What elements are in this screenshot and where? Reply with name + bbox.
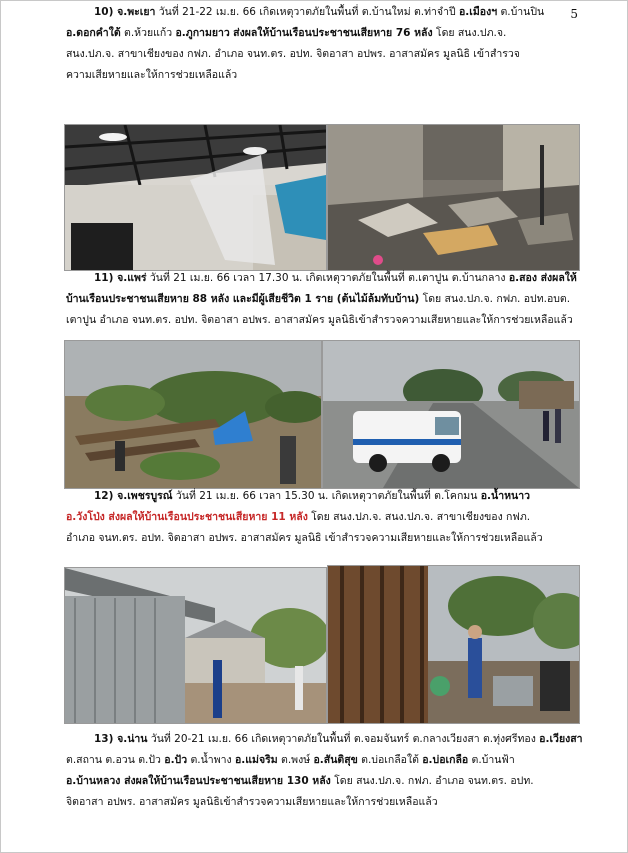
bold-text: อ.น้ำหนาว (480, 490, 531, 502)
body-text: ความเสียหายและให้การช่วยเหลือแล้ว (66, 69, 238, 81)
text-line (66, 771, 586, 792)
body-text: วันที่ 21 เม.ย. 66 เวลา 17.30 น. เกิดเหตุวาตภัยในพื้นที่ ต.เตาปูน ต.บ้านกลาง (146, 272, 509, 284)
ambulance-road-photo (322, 340, 580, 489)
body-text: อำเภอ จนท.ตร. อปท. จิตอาสา อปพร. อาสาสมัคร มูลนิธิ เข้าสำรวจความเสียหายและให้การช่วยเหลือแล้ว (66, 532, 543, 544)
text-line (66, 486, 586, 507)
body-text: สนง.ปภ.จ. สาขาเชียงของ กฟภ. อำเภอ จนท.ตร. อปท. จิตอาสา อปพร. อาสาสมัคร มูลนิธิ เข้าสำรวจ (66, 48, 520, 60)
bold-text: อ.ดอกคำใต้ (66, 27, 121, 39)
report-item-13 (66, 729, 586, 813)
body-text: วันที่ 20-21 เม.ย. 66 เกิดเหตุวาตภัยในพื้นที่ ต.จอมจันทร์ ต.กลางเวียงสา ต.ทุ่งศรีทอง (147, 733, 540, 745)
text-line (66, 729, 586, 750)
fallen-tree-photo (64, 340, 322, 489)
body-text: โดย สนง.ปภ.จ. กฟภ. อปท.อบต. (419, 293, 571, 305)
bold-text: อ.สอง ส่งผลให้ (508, 272, 577, 284)
highlighted-text: อ.วังโป่ง ส่งผลให้บ้านเรือนประชาชนเสียหาย 11 หลัง (66, 511, 308, 523)
body-text: โดย สนง.ปภ.จ. กฟภ. อำเภอ จนท.ตร. อปท. (330, 775, 534, 787)
report-item-12 (66, 486, 586, 549)
damaged-shed-photo (64, 567, 327, 724)
body-text: เตาปูน อำเภอ จนท.ตร. อปท. จิตอาสา อปพร. อาสาสมัคร มูลนิธิเข้าสำรวจความเสียหายและให้การช่วยเหลือแล้ว (66, 314, 573, 326)
body-text: วันที่ 21 เม.ย. 66 เวลา 15.30 น. เกิดเหตุวาตภัยในพื้นที่ ต.โคกมน (172, 490, 481, 502)
bold-text: อ.บ้านหลวง ส่งผลให้บ้านเรือนประชาชนเสียหาย 130 หลัง (66, 775, 331, 787)
body-text: ต.น้ำพาง (187, 754, 235, 766)
bold-text: อ.ภูกามยาว (175, 27, 230, 39)
body-text: ต.สถาน ต.อวน ต.ปัว (66, 754, 165, 766)
bold-text: อ.เมืองฯ (458, 6, 498, 18)
debris-floor-photo (327, 124, 580, 271)
bold-text: จ.พะเยา (117, 6, 156, 18)
bold-text: 11) (94, 272, 118, 284)
body-text: วันที่ 21-22 เม.ย. 66 เกิดเหตุวาตภัยในพื้นที่ ต.บ้านใหม่ ต.ท่าจำปี (155, 6, 459, 18)
body-text: จิตอาสา อปพร. อาสาสมัคร มูลนิธิเข้าสำรวจความเสียหายและให้การช่วยเหลือแล้ว (66, 796, 438, 808)
bold-text: 10) (94, 6, 118, 18)
bold-text: 13) (94, 733, 118, 745)
text-line (66, 65, 586, 86)
text-line (66, 507, 586, 528)
text-line (66, 268, 586, 289)
report-item-10 (66, 2, 586, 86)
bold-text: จ.เพชรบูรณ์ (117, 490, 173, 502)
body-text: ต.บ่อเกลือใต้ (357, 754, 423, 766)
bold-text: จ.น่าน (117, 733, 148, 745)
bold-text: อ.แม่จริม (234, 754, 278, 766)
text-line (66, 44, 586, 65)
body-text: โดย สนง.ปภ.จ. สนง.ปภ.จ. สาขาเชียงของ กฟภ. (307, 511, 531, 523)
bold-text: 12) (94, 490, 118, 502)
bold-text: อ.สันติสุข (313, 754, 358, 766)
body-text: โดย สนง.ปภ.จ. (432, 27, 507, 39)
report-item-11 (66, 268, 586, 331)
text-line (66, 310, 586, 331)
bold-text: ส่งผลให้บ้านเรือนประชาชนเสียหาย 76 หลัง (233, 27, 433, 39)
body-text: ต.บ้านฟ้า (468, 754, 515, 766)
page-number: 5 (570, 7, 578, 21)
bold-text: บ้านเรือนประชาชนเสียหาย 88 หลัง และมีผู้เสียชีวิต 1 ราย (ต้นไม้ล้มทับบ้าน) (66, 293, 420, 305)
body-text: ต.พงษ์ (277, 754, 314, 766)
text-line (66, 2, 586, 23)
bold-text: จ.แพร่ (117, 272, 147, 284)
text-line (66, 23, 586, 44)
text-line (66, 289, 586, 310)
text-line (66, 528, 586, 549)
bold-text: อ.บ่อเกลือ (422, 754, 469, 766)
body-text: ต.บ้านปิน (497, 6, 545, 18)
body-text: ต.ห้วยแก้ว (120, 27, 176, 39)
bold-text: อ.เวียงสา (539, 733, 583, 745)
damaged-ceiling-photo (64, 124, 327, 271)
text-line (66, 792, 586, 813)
damaged-house-photo (327, 565, 580, 724)
bold-text: อ.ปัว (164, 754, 188, 766)
text-line (66, 750, 586, 771)
